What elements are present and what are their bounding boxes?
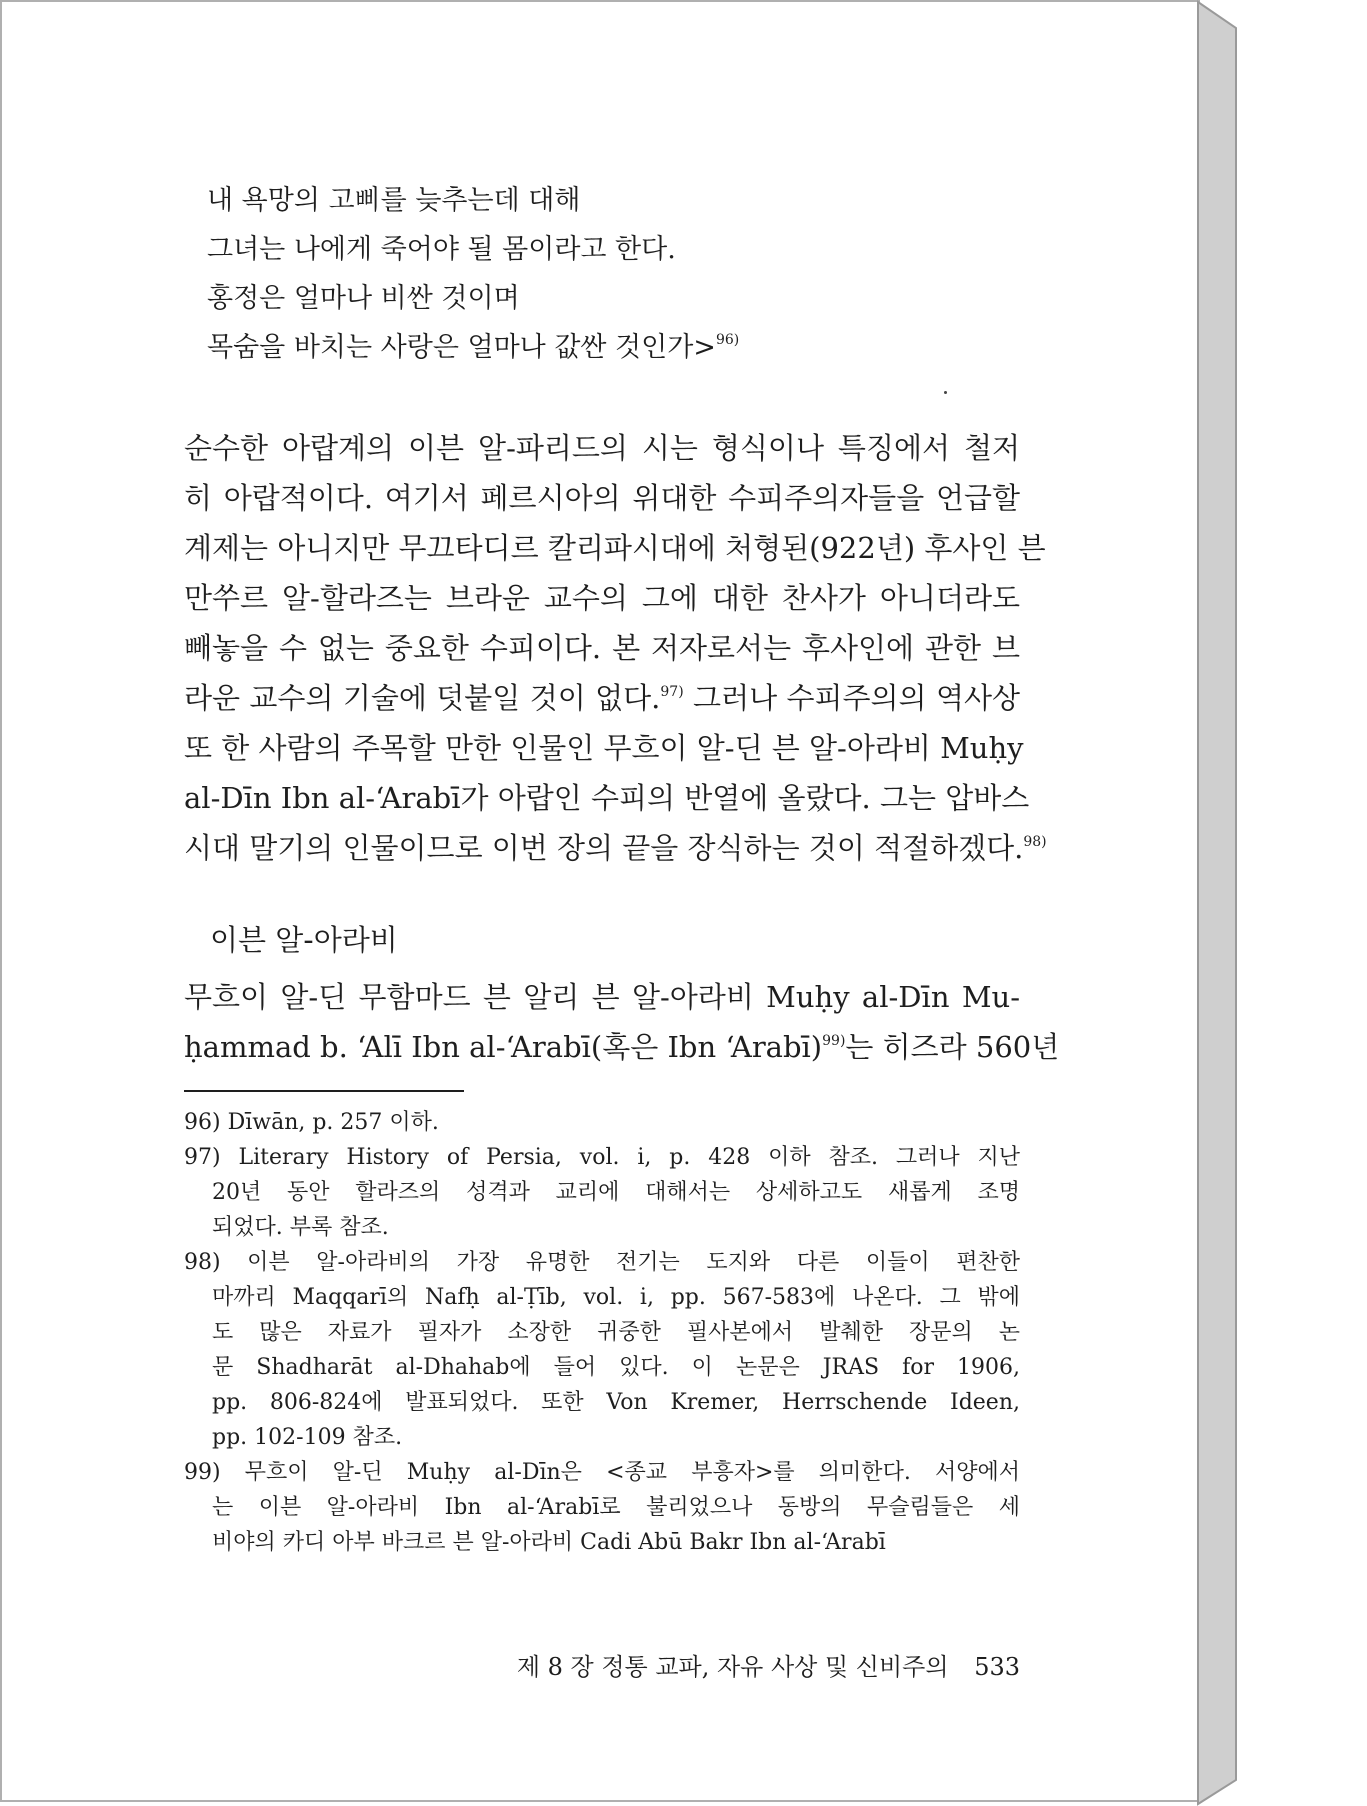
paragraph-line: 만쑤르 알-할라즈는 브라운 교수의 그에 대한 찬사가 아니더라도	[184, 581, 1020, 615]
paragraph-text: 는 히즈라 560년	[845, 1030, 1060, 1064]
poem-line: 그녀는 나에게 죽어야 될 몸이라고 한다.	[207, 234, 676, 265]
paragraph-line	[184, 1022, 1060, 1072]
footnote-97-cont: 되었다. 부록 참조.	[212, 1215, 389, 1240]
paragraph-line: 무흐이 알-딘 무함마드 븐 알리 븐 알-아라비 Muḥy al-Dīn Mu-	[184, 980, 1020, 1014]
footnote-ref-98: 98)	[1023, 834, 1047, 850]
footnote-98-cont: 도 많은 자료가 필자가 소장한 귀중한 필사본에서 발췌한 장문의 논	[212, 1320, 1020, 1345]
footnote-98-cont: pp. 806-824에 발표되었다. 또한 Von Kremer, Herrschende Ideen,	[212, 1390, 1020, 1415]
body-paragraph	[184, 972, 1060, 1072]
footnote-ref-97: 97)	[660, 684, 684, 700]
footnotes	[184, 1105, 1020, 1560]
footnote-98: 98) 이븐 알-아라비의 가장 유명한 전기는 도지와 다른 이들이 편찬한	[184, 1250, 1020, 1275]
poem-line: 홍정은 얼마나 비싼 것이며	[207, 283, 520, 314]
footnote-98-cont: 마까리 Maqqarī의 Nafḥ al-Ṭīb, vol. i, pp. 567-583에 나온다. 그 밖에	[212, 1285, 1020, 1310]
page-edge-shadow	[1196, 0, 1367, 1806]
paragraph-line: 빼놓을 수 없는 중요한 수피이다. 본 저자로서는 후사인에 관한 브	[184, 631, 1020, 665]
footnote-96: 96) Dīwān, p. 257 이하.	[184, 1110, 439, 1135]
footnote-97: 97) Literary History of Persia, vol. i, p. 428 이하 참조. 그러나 지난	[184, 1145, 1020, 1170]
paragraph-line	[184, 673, 1020, 723]
footnote-98-cont: pp. 102-109 참조.	[212, 1425, 403, 1450]
speck	[944, 391, 947, 394]
paragraph-line	[184, 823, 1047, 873]
footnote-99-cont: 는 이븐 알-아라비 Ibn al-‘Arabī로 불리었으나 동방의 무슬림들은 세	[212, 1495, 1020, 1520]
footnote-99: 99) 무흐이 알-딘 Muḥy al-Dīn은 <종교 부흥자>를 의미한다. 서양에서	[184, 1460, 1020, 1485]
footnote-ref-99: 99)	[822, 1033, 846, 1049]
running-footer	[490, 1650, 1020, 1684]
paragraph-line: 또 한 사람의 주목할 만한 인물인 무흐이 알-딘 븐 알-아라비 Muḥy	[184, 731, 1024, 765]
paragraph-line: al-Dīn Ibn al-‘Arabī가 아랍인 수피의 반열에 올랐다. 그는 압바스	[184, 781, 1030, 815]
footnote-99-cont: 비야의 카디 아부 바크르 븐 알-아라비 Cadi Abū Bakr Ibn al-‘Arabī	[212, 1530, 886, 1555]
paragraph-line: 계제는 아니지만 무끄타디르 칼리파시대에 처형된(922년) 후사인 븐	[184, 531, 1046, 565]
section-heading: 이븐 알-아라비	[210, 923, 398, 957]
body-paragraph	[184, 423, 1047, 873]
paragraph-text: 그러나 수피주의의 역사상	[683, 681, 1020, 715]
footnote-ref-96: 96)	[715, 332, 740, 348]
paragraph-text: 시대 말기의 인물이므로 이번 장의 끝을 장식하는 것이 적절하겠다.	[184, 831, 1024, 865]
footnote-98-cont: 문 Shadharāt al-Dhahab에 들어 있다. 이 논문은 JRAS for 1906,	[212, 1355, 1020, 1380]
poem-line-text: 목숨을 바치는 사랑은 얼마나 값싼 것인가>	[207, 332, 716, 363]
paragraph-text: 라운 교수의 기술에 덧붙일 것이 없다.	[184, 681, 661, 715]
poem-line: 내 욕망의 고삐를 늦추는데 대해	[207, 185, 581, 216]
page-number: 533	[974, 1653, 1020, 1681]
poem-block	[207, 176, 739, 372]
footnote-rule	[184, 1090, 464, 1092]
paragraph-line: 순수한 아랍계의 이븐 알-파리드의 시는 형식이나 특징에서 철저	[184, 431, 1020, 465]
paragraph-line: 히 아랍적이다. 여기서 페르시아의 위대한 수피주의자들을 언급할	[184, 481, 1020, 515]
footnote-97-cont: 20년 동안 할라즈의 성격과 교리에 대해서는 상세하고도 새롭게 조명	[212, 1180, 1020, 1205]
poem-line	[207, 323, 739, 372]
chapter-title: 제 8 장 정통 교파, 자유 사상 및 신비주의	[516, 1653, 949, 1681]
paragraph-text: ḥammad b. ‘Alī Ibn al-‘Arabī(혹은 Ibn ‘Arabī)	[184, 1030, 823, 1064]
